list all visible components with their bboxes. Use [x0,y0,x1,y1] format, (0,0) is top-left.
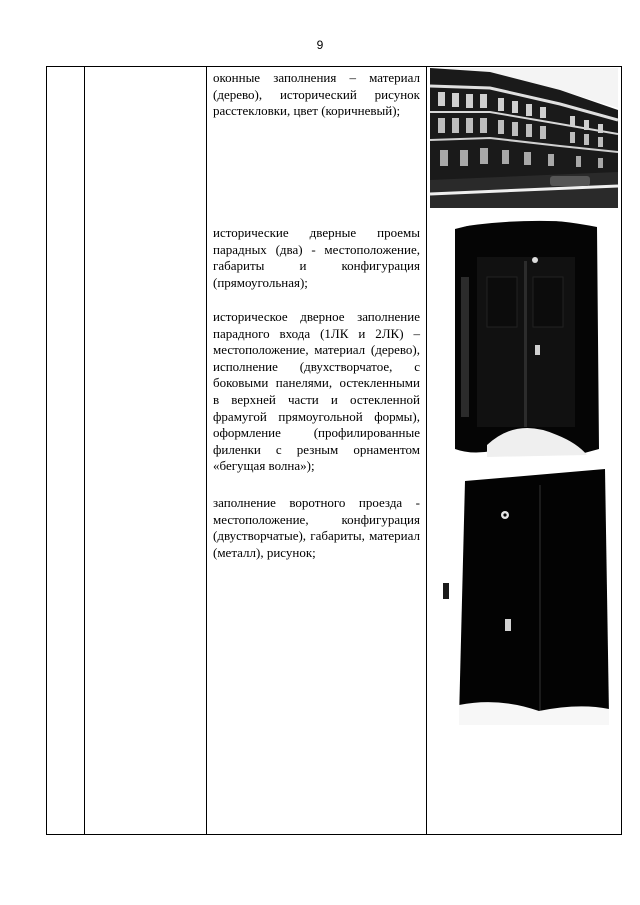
paragraph-gate-filling: заполнение воротного проезда - местоположение, конфигурация (двустворчатые), габариты, материал (металл), рисунок; [213,495,420,560]
description-cell [207,67,427,835]
photo-cell [427,67,622,835]
number-cell [47,67,85,835]
heritage-table [46,66,622,835]
building-facade-photo [430,68,618,208]
paragraph-entrance-door: историческое дверное заполнение парадного входа (1ЛК и 2ЛК) – местоположение, материал (дерево), исполнение (двухстворчатое, с боковыми панелями, остекленными в верхней части и остекленной фрамугой прямоугольной формы), оформление (профилированные филенки с резным орнаментом «бегущая волна»); [213,309,420,474]
page-number: 9 [316,38,324,52]
table-row [47,67,622,835]
name-cell [85,67,207,835]
entrance-door-photo [447,217,605,457]
paragraph-door-openings: исторические дверные проемы парадных (два) - местоположение, габариты и конфигурация (прямоугольная); [213,225,420,290]
gate-photo [439,465,615,725]
paragraph-window-fillings: оконные заполнения – материал (дерево), исторический рисунок расстекловки, цвет (коричневый); [213,70,420,119]
